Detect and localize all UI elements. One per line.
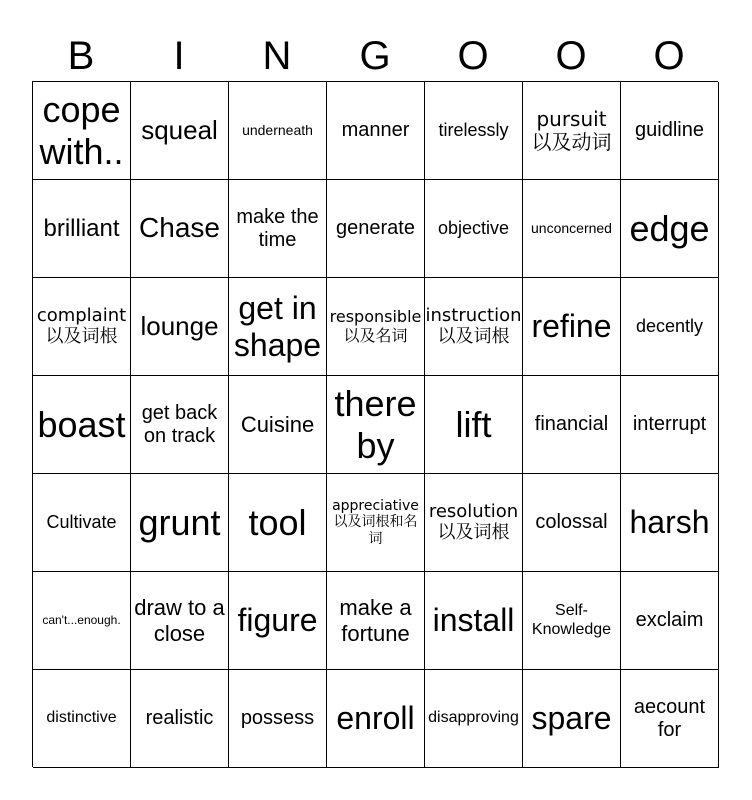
bingo-cell[interactable]: squeal — [131, 82, 229, 180]
bingo-cell[interactable]: manner — [327, 82, 425, 180]
bingo-cell[interactable]: disapproving — [425, 670, 523, 768]
bingo-cell[interactable]: interrupt — [621, 376, 719, 474]
bingo-cell[interactable]: tool — [229, 474, 327, 572]
bingo-cell[interactable]: can't...enough. — [33, 572, 131, 670]
header-letter: N — [262, 33, 292, 78]
bingo-cell[interactable]: aecount for — [621, 670, 719, 768]
bingo-cell[interactable]: exclaim — [621, 572, 719, 670]
header-letter: G — [359, 33, 391, 78]
bingo-cell[interactable]: Chase — [131, 180, 229, 278]
bingo-cell[interactable]: financial — [523, 376, 621, 474]
bingo-cell[interactable]: edge — [621, 180, 719, 278]
bingo-cell[interactable]: generate — [327, 180, 425, 278]
bingo-cell[interactable]: lift — [425, 376, 523, 474]
bingo-cell[interactable]: figure — [229, 572, 327, 670]
bingo-cell[interactable]: unconcerned — [523, 180, 621, 278]
bingo-cell[interactable]: guidline — [621, 82, 719, 180]
bingo-cell[interactable]: enroll — [327, 670, 425, 768]
bingo-cell[interactable]: objective — [425, 180, 523, 278]
bingo-card — [32, 81, 718, 767]
bingo-cell[interactable]: realistic — [131, 670, 229, 768]
bingo-cell[interactable]: resolution 以及词根 — [425, 474, 523, 572]
bingo-cell[interactable]: harsh — [621, 474, 719, 572]
bingo-cell[interactable]: Cuisine — [229, 376, 327, 474]
bingo-cell[interactable]: responsible 以及名词 — [327, 278, 425, 376]
bingo-cell[interactable]: make the time — [229, 180, 327, 278]
bingo-cell[interactable]: tirelessly — [425, 82, 523, 180]
bingo-cell[interactable]: underneath — [229, 82, 327, 180]
bingo-cell[interactable]: possess — [229, 670, 327, 768]
bingo-cell[interactable]: complaint 以及词根 — [33, 278, 131, 376]
bingo-cell[interactable]: make a fortune — [327, 572, 425, 670]
bingo-cell[interactable]: colossal — [523, 474, 621, 572]
header-letter: O — [653, 33, 685, 78]
header-letter: B — [67, 33, 95, 78]
header-letter: O — [555, 33, 587, 78]
header-letter: O — [457, 33, 489, 78]
header-letter: I — [173, 33, 185, 78]
bingo-cell[interactable]: install — [425, 572, 523, 670]
bingo-cell[interactable]: pursuit 以及动词 — [523, 82, 621, 180]
bingo-cell[interactable]: Cultivate — [33, 474, 131, 572]
bingo-cell[interactable]: brilliant — [33, 180, 131, 278]
bingo-cell[interactable]: there by — [327, 376, 425, 474]
bingo-cell[interactable]: spare — [523, 670, 621, 768]
bingo-cell[interactable]: boast — [33, 376, 131, 474]
bingo-cell[interactable]: draw to a close — [131, 572, 229, 670]
bingo-cell[interactable]: Self-Knowledge — [523, 572, 621, 670]
bingo-cell[interactable]: lounge — [131, 278, 229, 376]
bingo-cell[interactable]: instruction 以及词根 — [425, 278, 523, 376]
bingo-cell[interactable]: cope with.. — [33, 82, 131, 180]
bingo-cell[interactable]: get back on track — [131, 376, 229, 474]
bingo-header — [32, 30, 718, 82]
bingo-cell[interactable]: get in shape — [229, 278, 327, 376]
bingo-cell[interactable]: distinctive — [33, 670, 131, 768]
bingo-cell[interactable]: appreciative 以及词根和名词 — [327, 474, 425, 572]
bingo-cell[interactable]: refine — [523, 278, 621, 376]
bingo-cell[interactable]: decently — [621, 278, 719, 376]
bingo-cell[interactable]: grunt — [131, 474, 229, 572]
